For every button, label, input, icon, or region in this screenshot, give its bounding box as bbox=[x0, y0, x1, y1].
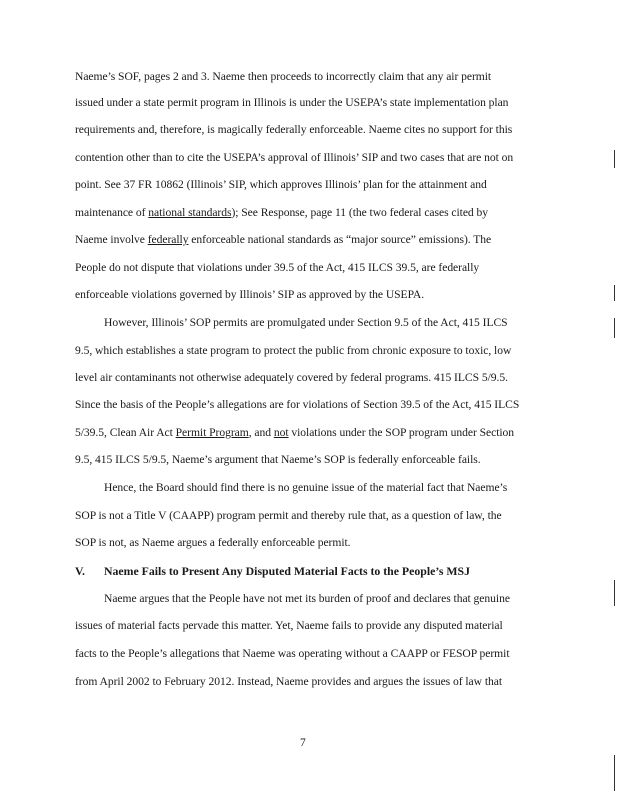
text-line: 9.5, 415 ILCS 5/9.5, Naeme’s argument that Naeme’s SOP is federally enforceable fails. bbox=[75, 453, 481, 466]
text-line: SOP is not, as Naeme argues a federally enforceable permit. bbox=[75, 536, 351, 549]
text-line: contention other than to cite the USEPA’s approval of Illinois’ SIP and two cases that are not on bbox=[75, 151, 514, 164]
text-line: requirements and, therefore, is magically federally enforceable. Naeme cites no support for this bbox=[75, 123, 513, 136]
text-line: enforceable violations governed by Illinois’ SIP as approved by the USEPA. bbox=[75, 288, 425, 301]
text-line: 9.5, which establishes a state program to protect the public from chronic exposure to toxic, low bbox=[75, 344, 512, 357]
text-line bbox=[75, 206, 545, 220]
text-line: Hence, the Board should find there is no genuine issue of the material fact that Naeme’s bbox=[104, 481, 508, 494]
page-number: 7 bbox=[300, 736, 306, 749]
text-segment: Naeme involve bbox=[75, 233, 148, 246]
text-segment: ); See Response, page 11 (the two federal cases cited by bbox=[231, 206, 489, 219]
text-segment: maintenance of bbox=[75, 206, 149, 219]
text-line: point. See 37 FR 10862 (Illinois’ SIP, which approves Illinois’ plan for the attainment and bbox=[75, 178, 487, 191]
margin-mark bbox=[614, 150, 615, 168]
underlined-text: Permit Program bbox=[175, 426, 249, 439]
text-line: Naeme’s SOF, pages 2 and 3. Naeme then proceeds to incorrectly claim that any air permit bbox=[75, 70, 492, 83]
underlined-text: not bbox=[273, 426, 289, 439]
underlined-text: national standards bbox=[148, 206, 232, 219]
text-line: People do not dispute that violations under 39.5 of the Act, 415 ILCS 39.5, are federally bbox=[75, 261, 480, 274]
section-number: V. bbox=[75, 564, 85, 578]
margin-mark bbox=[614, 285, 615, 301]
text-line: issues of material facts pervade this matter. Yet, Naeme fails to provide any disputed material bbox=[75, 619, 503, 632]
text-line bbox=[75, 233, 545, 247]
margin-mark bbox=[614, 580, 615, 606]
underlined-text: federally bbox=[147, 233, 189, 246]
section-heading bbox=[75, 564, 470, 579]
text-line: Naeme argues that the People have not met its burden of proof and declares that genuine bbox=[104, 592, 510, 605]
text-segment: , and bbox=[248, 426, 274, 439]
text-segment: violations under the SOP program under Section bbox=[288, 426, 515, 439]
text-line: facts to the People’s allegations that Naeme was operating without a CAAPP or FESOP permit bbox=[75, 647, 510, 660]
text-line: from April 2002 to February 2012. Instead, Naeme provides and argues the issues of law that bbox=[75, 675, 503, 688]
text-line: issued under a state permit program in Illinois is under the USEPA’s state implementation plan bbox=[75, 96, 509, 109]
section-title: Naeme Fails to Present Any Disputed Material Facts to the People’s MSJ bbox=[104, 564, 470, 578]
margin-mark bbox=[614, 755, 615, 791]
text-line: Since the basis of the People’s allegations are for violations of Section 39.5 of the Act, 415 ILCS bbox=[75, 398, 520, 411]
margin-mark bbox=[614, 318, 615, 338]
text-line: However, Illinois’ SOP permits are promulgated under Section 9.5 of the Act, 415 ILCS bbox=[104, 316, 508, 329]
text-segment: enforceable national standards as “major source” emissions). The bbox=[188, 233, 492, 246]
text-line: SOP is not a Title V (CAAPP) program permit and thereby rule that, as a question of law, the bbox=[75, 509, 502, 522]
text-line bbox=[75, 426, 545, 440]
text-segment: 5/39.5, Clean Air Act bbox=[75, 426, 176, 439]
text-line: level air contaminants not otherwise adequately covered by federal programs. 415 ILCS 5/9.5. bbox=[75, 371, 508, 384]
